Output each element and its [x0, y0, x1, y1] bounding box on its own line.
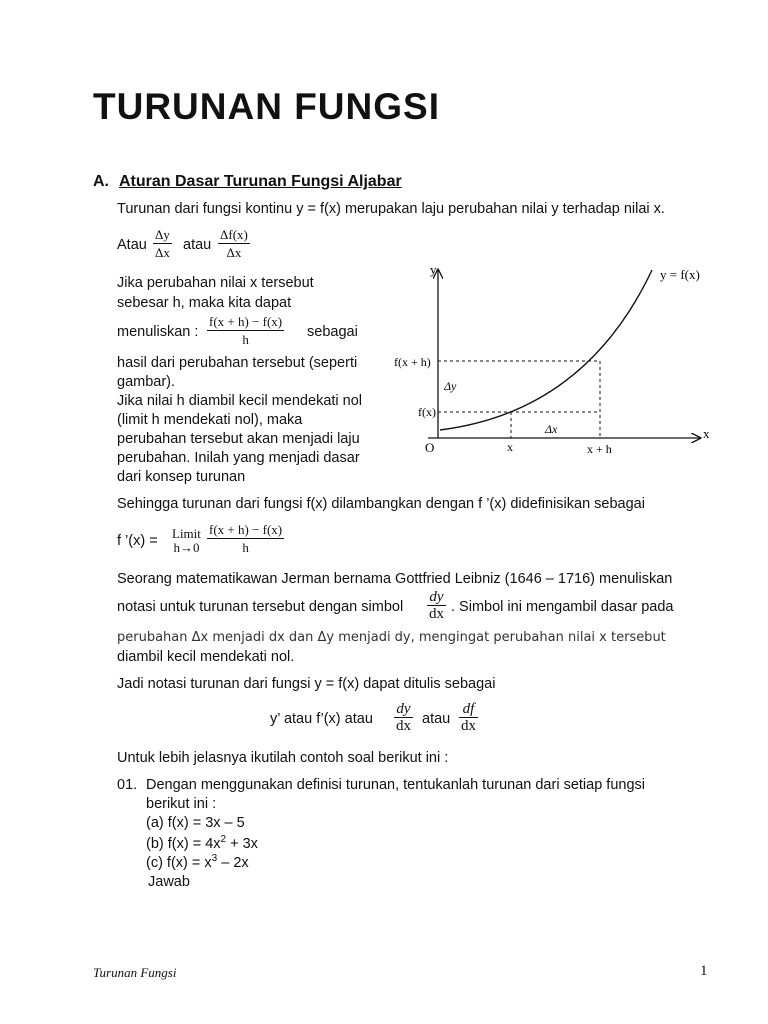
limit-operator	[172, 527, 201, 555]
example-intro: Untuk lebih jelasnya ikutilah contoh soal berikut ini :	[117, 750, 449, 766]
problem-b-base: (b) f(x) = 4x	[146, 835, 221, 852]
left-line-2: sebesar h, maka kita dapat	[117, 295, 292, 311]
section-heading	[93, 173, 402, 191]
leibniz-line-4: diambil kecil mendekati nol.	[117, 649, 295, 665]
frac-num: Δy	[155, 227, 170, 242]
problem-b-rest: + 3x	[226, 835, 258, 852]
atau-prefix: Atau	[117, 237, 147, 253]
problem-b	[146, 834, 258, 852]
notation-mid: atau	[422, 711, 451, 727]
y-axis-label: y	[430, 262, 437, 277]
df-dx-notation	[459, 701, 478, 735]
frac-num: f(x + h) − f(x)	[209, 314, 283, 329]
curve-label: y = f(x)	[660, 267, 700, 282]
frac-num: f(x + h) − f(x)	[209, 522, 283, 537]
leibniz-line-1: Seorang matematikawan Jerman bernama Gottfried Leibniz (1646 – 1716) menuliskan	[117, 571, 673, 587]
problem-c-rest: – 2x	[217, 854, 249, 871]
left-line-5: gambar).	[117, 374, 176, 390]
frac-den: dx	[396, 718, 411, 734]
left-line-7: (limit h mendekati nol), maka	[117, 412, 303, 428]
frac-num: Δf(x)	[220, 227, 248, 242]
problem-c	[146, 853, 249, 871]
left-line-3-prefix: menuliskan :	[117, 324, 199, 340]
fx-label: f(x)	[418, 405, 436, 419]
frac-den: dx	[429, 606, 444, 622]
notation-intro: Jadi notasi turunan dari fungsi y = f(x) dapat ditulis sebagai	[117, 676, 496, 692]
frac-num: dy	[427, 589, 446, 606]
problem-line-1: Dengan menggunakan definisi turunan, tentukanlah turunan dari setiap fungsi	[146, 777, 645, 793]
problem-number: 01.	[117, 777, 138, 793]
x-axis-label: x	[703, 426, 710, 441]
origin-label: O	[425, 440, 435, 455]
left-line-3-suffix: sebagai	[307, 324, 358, 340]
answer-label: Jawab	[148, 874, 190, 890]
left-line-4: hasil dari perubahan tersebut (seperti	[117, 355, 358, 371]
atau-mid: atau	[183, 237, 212, 253]
x-tick-label: x	[507, 440, 513, 454]
notation-prefix: y’ atau f’(x) atau	[270, 711, 373, 727]
leibniz-symbol	[427, 589, 446, 623]
leibniz-line-2-suffix: . Simbol ini mengambil dasar pada	[451, 599, 674, 615]
frac-den: Δx	[226, 245, 242, 260]
left-line-1: Jika perubahan nilai x tersebut	[117, 275, 314, 291]
derivative-graph	[385, 258, 725, 468]
page-title: TURUNAN FUNGSI	[93, 86, 440, 127]
derivative-intro: Sehingga turunan dari fungsi f(x) dilambangkan dengan f ’(x) didefinisikan sebagai	[117, 496, 645, 512]
left-line-8: perubahan tersebut akan menjadi laju	[117, 431, 360, 447]
frac-den: h	[242, 540, 249, 555]
intro-paragraph: Turunan dari fungsi kontinu y = f(x) merupakan laju perubahan nilai y terhadap nilai x.	[117, 201, 665, 217]
frac-den: h	[242, 332, 249, 347]
leibniz-line-3: perubahan Δx menjadi dx dan Δy menjadi dy, mengingat perubahan nilai x tersebut	[117, 630, 666, 645]
delta-y-over-delta-x	[153, 227, 172, 261]
derivative-lhs: f ’(x) =	[117, 533, 158, 549]
left-line-9: perubahan. Inilah yang menjadi dasar	[117, 450, 360, 466]
left-line-10: dari konsep turunan	[117, 469, 246, 485]
footer-title: Turunan Fungsi	[93, 965, 177, 980]
delta-x-label: Δx	[545, 422, 558, 436]
difference-quotient	[207, 314, 284, 348]
dy-dx-notation	[394, 701, 413, 735]
derivative-quotient	[207, 522, 284, 556]
problem-c-exponent: 3	[211, 853, 218, 864]
frac-num: df	[459, 701, 478, 718]
page-number: 1	[700, 963, 708, 979]
frac-den: dx	[461, 718, 476, 734]
problem-b-exponent: 2	[220, 834, 227, 845]
limit-word: Limit	[172, 526, 201, 541]
function-curve	[440, 270, 652, 430]
leibniz-line-2-prefix: notasi untuk turunan tersebut dengan simbol	[117, 599, 404, 615]
section-title: Aturan Dasar Turunan Fungsi Aljabar	[119, 173, 402, 190]
problem-c-base: (c) f(x) = x	[146, 854, 212, 871]
section-letter: A.	[93, 173, 109, 190]
xh-tick-label: x + h	[587, 442, 612, 456]
frac-num: dy	[394, 701, 413, 718]
problem-line-2: berikut ini :	[146, 796, 217, 812]
fxh-label: f(x + h)	[394, 355, 431, 369]
delta-y-label: Δy	[444, 379, 457, 393]
problem-a: (a) f(x) = 3x – 5	[146, 815, 245, 831]
delta-fx-over-delta-x	[218, 227, 250, 261]
limit-subscript: h→0	[173, 540, 200, 555]
left-line-6: Jika nilai h diambil kecil mendekati nol	[117, 393, 363, 409]
frac-den: Δx	[155, 245, 170, 260]
